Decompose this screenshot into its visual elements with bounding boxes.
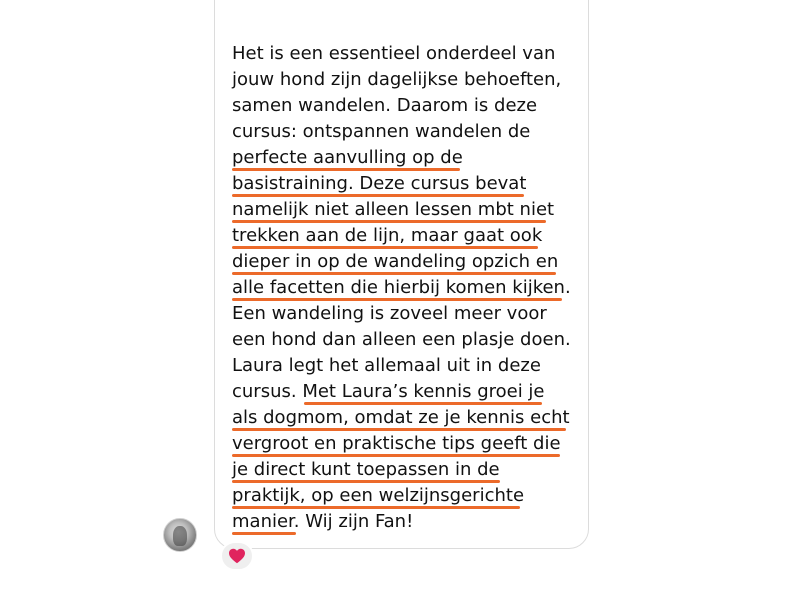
message-line: Het is een essentieel onderdeel van [232, 43, 556, 64]
message-line: cursus. Met Laura’s kennis groei je [232, 381, 545, 402]
message-line: perfecte aanvulling op de [232, 147, 463, 168]
message-line: trekken aan de lijn, maar gaat ook [232, 225, 543, 246]
message-line: samen wandelen. Daarom is deze [232, 95, 538, 116]
highlight-underline [232, 454, 560, 457]
red-heart-icon [228, 548, 246, 564]
dog-avatar [173, 526, 187, 546]
message-line: Laura legt het allemaal uit in deze [232, 355, 541, 376]
message-line: cursus: ontspannen wandelen de [232, 121, 531, 142]
sender-avatar[interactable] [163, 518, 197, 552]
message-line: jouw hond zijn dagelijkse behoeften, [232, 69, 562, 90]
message-line: praktijk, op een welzijnsgerichte [232, 485, 525, 506]
highlight-underline [232, 480, 500, 483]
message-line: vergroot en praktische tips geeft die [232, 433, 561, 454]
message-line: een hond dan alleen een plasje doen. [232, 329, 571, 350]
highlight-underline [232, 532, 296, 535]
message-line: Een wandeling is zoveel meer voor [232, 303, 547, 324]
highlight-underline [232, 298, 562, 301]
message-line: dieper in op de wandeling opzich en [232, 251, 559, 272]
highlight-underline [232, 168, 460, 171]
highlight-underline [232, 428, 566, 431]
message-line: basistraining. Deze cursus bevat [232, 173, 527, 194]
message-line: je direct kunt toepassen in de [232, 459, 500, 480]
message-line: manier. Wij zijn Fan! [232, 511, 414, 532]
highlight-underline [304, 402, 542, 405]
reaction-badge[interactable] [220, 541, 254, 571]
highlight-underline [232, 194, 524, 197]
highlight-underline [232, 246, 538, 249]
highlight-underline [232, 506, 520, 509]
message-line: als dogmom, omdat ze je kennis echt [232, 407, 570, 428]
message-line: namelijk niet alleen lessen mbt niet [232, 199, 555, 220]
highlight-underline [232, 272, 556, 275]
highlight-underline [232, 220, 546, 223]
message-line: alle facetten die hierbij komen kijken. [232, 277, 571, 298]
